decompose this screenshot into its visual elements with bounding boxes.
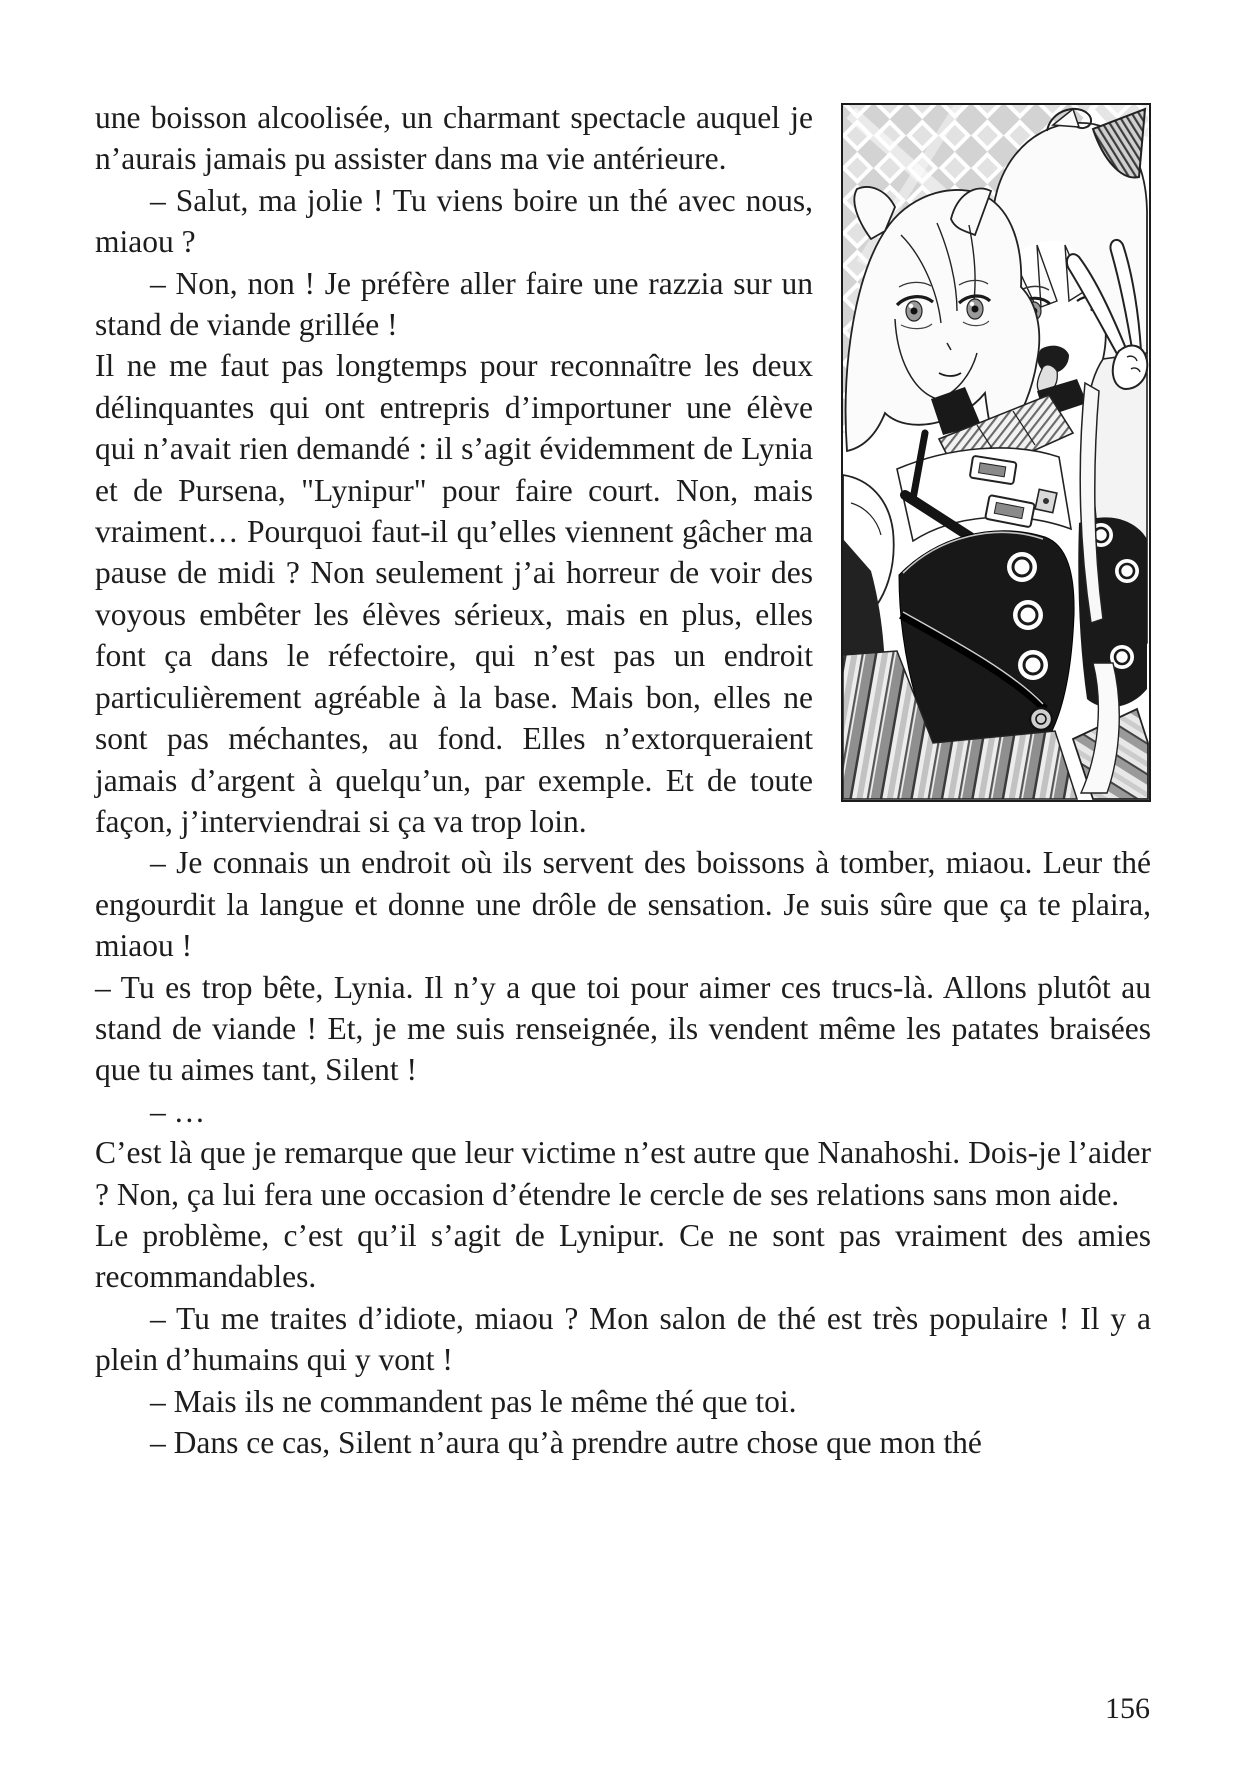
- belt-buckle: [1030, 708, 1052, 730]
- clasp: [1035, 489, 1057, 512]
- paragraph: – Je connais un endroit où ils servent des boissons à tomber, miaou. Leur thé engourdit la langue et donne une drôle de sensation. Je suis sûre que ça te plaira, miaou !: [95, 845, 1151, 964]
- paragraph: – …: [150, 1093, 206, 1129]
- paragraph: C’est là que je remarque que leur victime n’est autre que Nanahoshi. Dois-je l’aider ? Non, ça lui fera une occasion d’étendre le cercle de ses relations sans mon aide.: [95, 1135, 1151, 1212]
- manga-illustration: [841, 103, 1151, 802]
- paragraph: – Salut, ma jolie ! Tu viens boire un thé avec nous, miaou ?: [95, 182, 813, 260]
- page-number: 156: [1105, 1692, 1150, 1725]
- paragraph: – Mais ils ne commandent pas le même thé que toi.: [150, 1383, 797, 1419]
- paragraph: Le problème, c’est qu’il s’agit de Lynipur. Ce ne sont pas vraiment des amies recommandables.: [95, 1217, 1151, 1295]
- paragraph: – Tu me traites d’idiote, miaou ? Mon salon de thé est très populaire ! Il y a plein d’humains qui y vont !: [95, 1300, 1151, 1378]
- text-block: [95, 97, 1151, 1463]
- paragraph: – Non, non ! Je préfère aller faire une razzia sur un stand de viande grillée !: [95, 265, 813, 343]
- paragraph: – Dans ce cas, Silent n’aura qu’à prendre autre chose que mon thé: [150, 1425, 982, 1460]
- paragraph: – Tu es trop bête, Lynia. Il n’y a que toi pour aimer ces trucs-là. Allons plutôt au stand de viande ! Et, je me suis renseignée, ils vendent même les patates braisées que tu aimes tant, Silent !: [95, 969, 1151, 1088]
- manga-illustration-svg: [841, 103, 1151, 802]
- paragraph: Il ne me faut pas longtemps pour reconnaître les deux délinquantes qui ont entrepris d’importuner une élève qui n’avait rien demandé : il s’agit évidemment de Lynia et de Pursena, "Lynipur" pour faire court. Non, mais vraiment… Pourquoi faut-il qu’elles viennent gâcher ma pause de midi ? Non seulement j’ai horreur de voir des voyous embêter les élèves sérieux, mais en plus, elles font ça dans le réfectoire, qui n’est pas un endroit particulièrement agréable à la base. Mais bon, elles ne sont pas méchantes, au fond. Elles n’extorqueraient jamais d’argent à quelqu’un, par exemple. Et de toute façon, j’interviendrai si ça va trop loin.: [95, 348, 813, 839]
- paragraph: une boisson alcoolisée, un charmant spectacle auquel je n’aurais jamais pu assister dans ma vie antérieure.: [95, 100, 813, 177]
